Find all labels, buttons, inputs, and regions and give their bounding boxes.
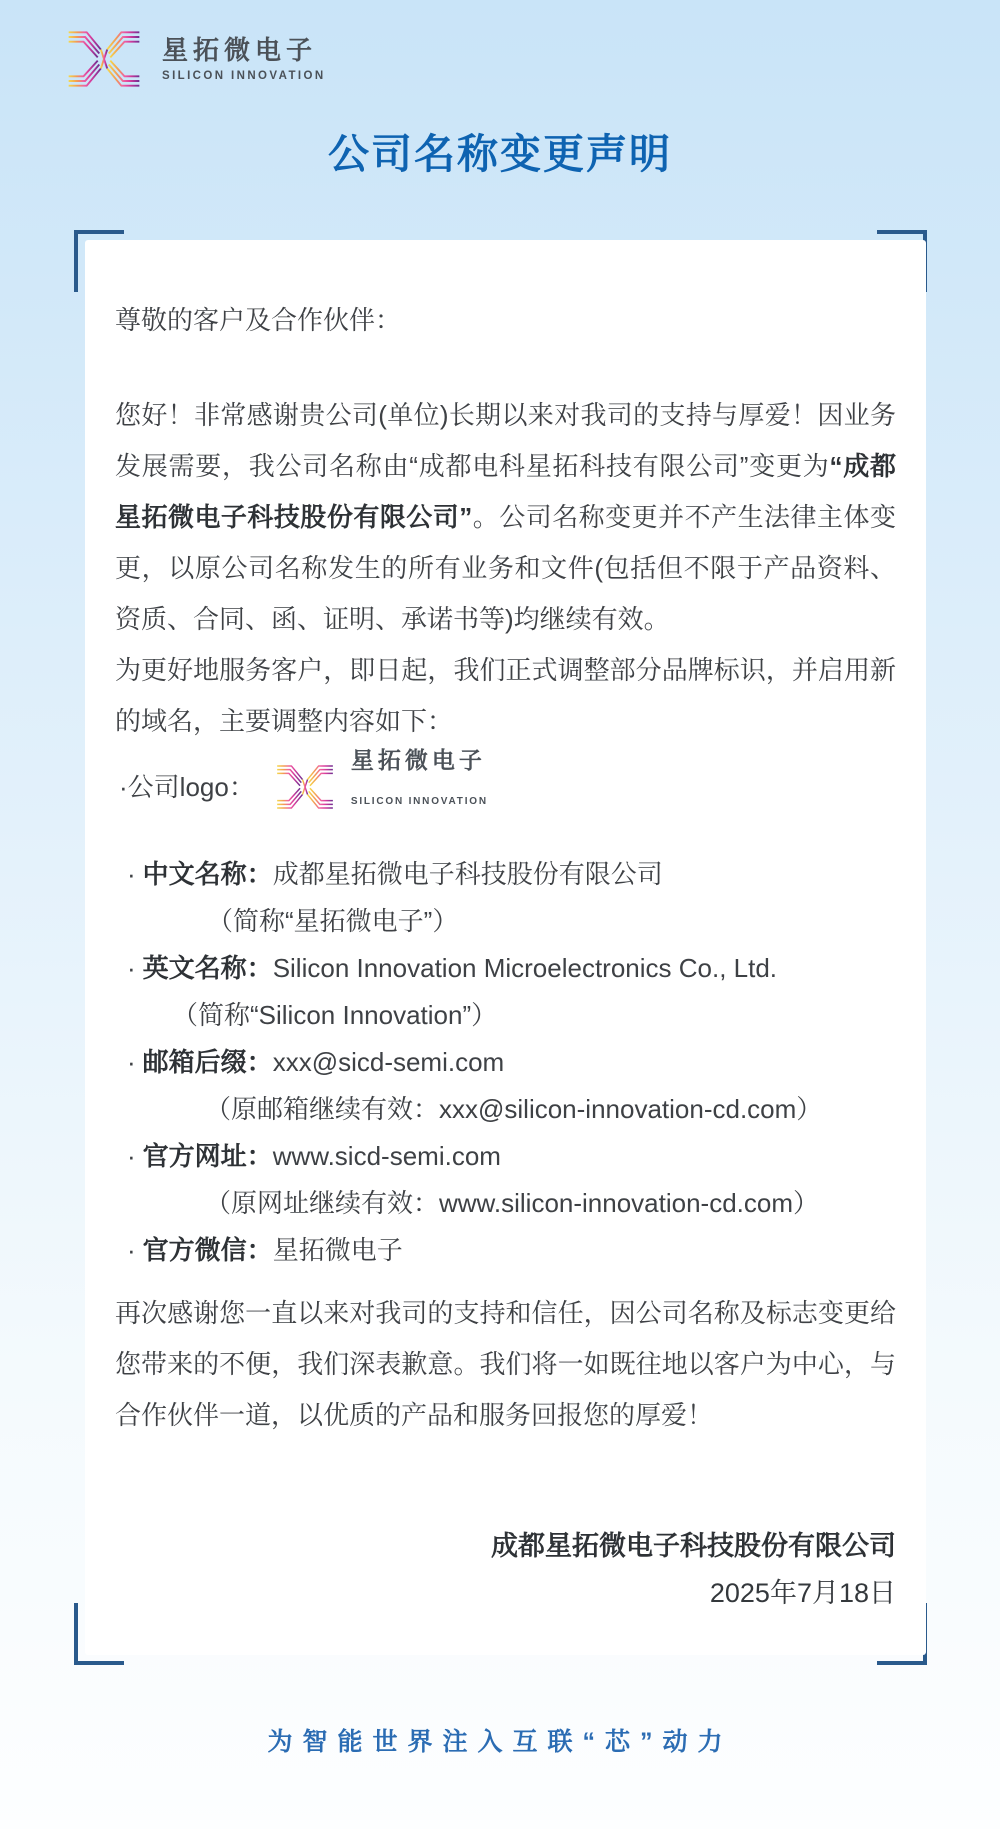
change-details-list — [115, 851, 896, 1274]
brand-logo-text — [162, 36, 326, 82]
brand-logo-icon — [60, 26, 148, 92]
closing-paragraph: 再次感谢您一直以来对我司的支持和信任，因公司名称及标志变更给您带来的不便，我们深表歉意。我们将一如既往地以客户为中心，与合作伙伴一道，以优质的产品和服务回报您的厚爱！ — [115, 1298, 896, 1430]
list-item-cn-name: · 中文名称：成都星拓微电子科技股份有限公司 — [127, 859, 663, 889]
list-item-en-name: · 英文名称：Silicon Innovation Microelectronics Co., Ltd. — [127, 953, 778, 983]
brand-name-en: SILICON INNOVATION — [350, 796, 488, 808]
list-item-value: Silicon Innovation Microelectronics Co., Ltd. — [272, 953, 778, 983]
list-item-label: 英文名称： — [142, 953, 273, 983]
list-item-email: · 邮箱后缀：xxx@sicd-semi.com — [127, 1047, 505, 1077]
list-item-logo-label: ·公司logo： — [119, 771, 255, 802]
list-item-website-note: （原网址继续有效：www.silicon-innovation-cd.com） — [205, 1188, 820, 1218]
page-title: 公司名称变更声明 — [328, 131, 672, 177]
header-brand-logo — [60, 26, 326, 92]
list-item-email-note: （原邮箱继续有效：xxx@silicon-innovation-cd.com） — [205, 1094, 823, 1124]
list-item-label: 邮箱后缀： — [142, 1047, 273, 1077]
list-item-value: 成都星拓微电子科技股份有限公司 — [272, 859, 663, 889]
signature-block — [115, 1523, 896, 1617]
signature-company: 成都星拓微电子科技股份有限公司 — [491, 1531, 896, 1561]
brand-name-en: SILICON INNOVATION — [162, 69, 326, 82]
list-item-label: 官方网址： — [142, 1141, 273, 1171]
body-paragraph-2: 为更好地服务客户，即日起，我们正式调整部分品牌标识，并启用新的域名，主要调整内容如下： — [115, 655, 896, 736]
list-item-label: 官方微信： — [142, 1235, 273, 1265]
list-item-wechat: · 官方微信：星拓微电子 — [127, 1235, 403, 1265]
list-item-value: 星拓微电子 — [272, 1235, 403, 1265]
list-item-value: xxx@sicd-semi.com — [272, 1047, 505, 1077]
list-item-logo — [115, 747, 896, 827]
footer-slogan: 为智能世界注入互联“芯”动力 — [267, 1728, 733, 1756]
list-item-cn-name-note: （简称“星拓微电子”） — [207, 906, 459, 936]
greeting-text: 尊敬的客户及合作伙伴： — [115, 305, 402, 335]
new-company-logo — [271, 747, 488, 827]
signature-date: 2025年7月18日 — [709, 1578, 896, 1608]
list-item-value: www.sicd-semi.com — [272, 1141, 501, 1171]
announcement-card — [85, 240, 926, 1655]
brand-name-cn: 星拓微电子 — [350, 746, 486, 773]
list-item-website: · 官方网址：www.sicd-semi.com — [127, 1141, 501, 1171]
body-paragraph-1: 您好！非常感谢贵公司(单位)长期以来对我司的支持与厚爱！因业务发展需要，我公司名称由“成都电科星拓科技有限公司”变更为“成都星拓微电子科技股份有限公司”。公司名称变更并不产生法律主体变更，以原公司名称发生的所有业务和文件(包括但不限于产品资料、资质、合同、函、证明、承诺书等)均继续有效。 — [115, 400, 896, 634]
brand-logo-icon — [271, 761, 339, 813]
list-item-label: 中文名称： — [142, 859, 273, 889]
list-item-en-name-note: （简称“Silicon Innovation”） — [172, 1000, 498, 1030]
brand-logo-text — [351, 747, 488, 827]
brand-name-cn: 星拓微电子 — [162, 35, 318, 66]
